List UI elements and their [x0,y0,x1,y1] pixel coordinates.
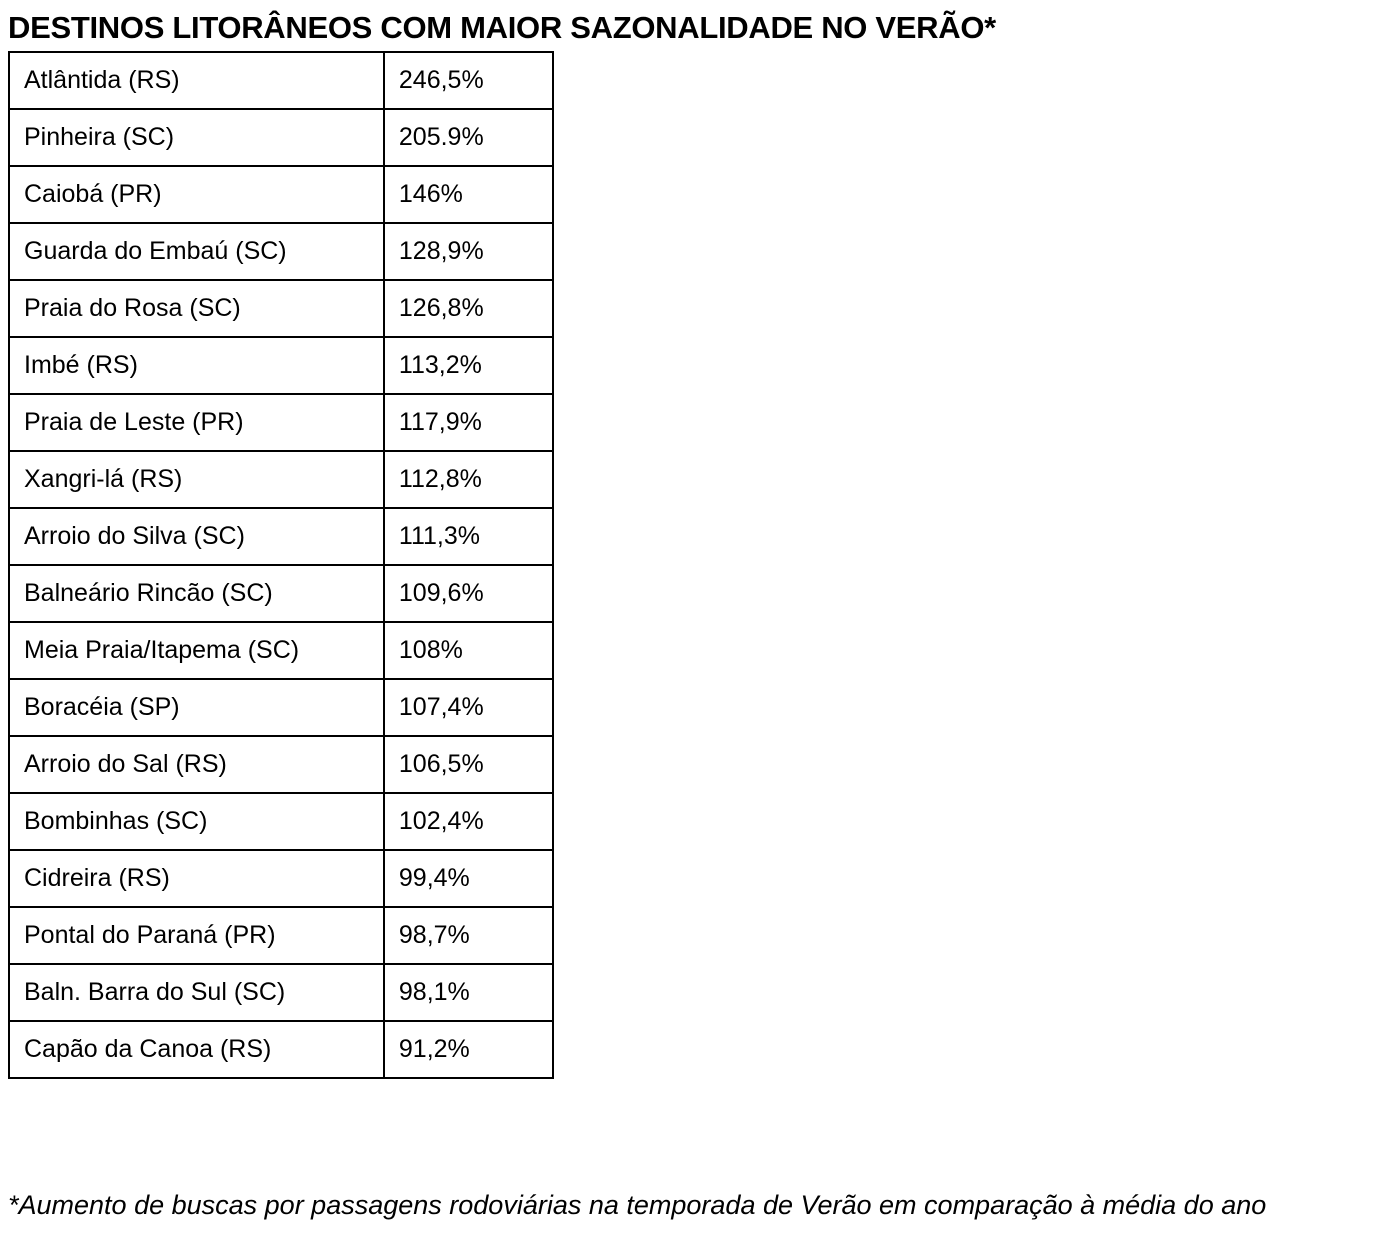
page-title: DESTINOS LITORÂNEOS COM MAIOR SAZONALIDADE NO VERÃO* [8,10,996,45]
increase-cell: 117,9% [384,394,553,451]
increase-cell: 98,1% [384,964,553,1021]
increase-cell: 108% [384,622,553,679]
destination-cell: Arroio do Sal (RS) [9,736,384,793]
destination-cell: Arroio do Silva (SC) [9,508,384,565]
footnote: *Aumento de buscas por passagens rodoviárias na temporada de Verão em comparação à média do ano [8,1190,1267,1220]
table-row [9,109,553,166]
increase-cell: 113,2% [384,337,553,394]
destination-cell: Pinheira (SC) [9,109,384,166]
destinations-table [8,51,554,1079]
table-row [9,1021,553,1078]
table-row [9,337,553,394]
table-row [9,850,553,907]
destination-cell: Cidreira (RS) [9,850,384,907]
destination-cell: Pontal do Paraná (PR) [9,907,384,964]
destination-cell: Balneário Rincão (SC) [9,565,384,622]
increase-cell: 112,8% [384,451,553,508]
table-row [9,793,553,850]
table-row [9,451,553,508]
table-row [9,565,553,622]
destination-cell: Praia de Leste (PR) [9,394,384,451]
table-row [9,964,553,1021]
increase-cell: 99,4% [384,850,553,907]
table-row [9,52,553,109]
destination-cell: Atlântida (RS) [9,52,384,109]
destination-cell: Meia Praia/Itapema (SC) [9,622,384,679]
table-row [9,223,553,280]
table-row [9,679,553,736]
increase-cell: 126,8% [384,280,553,337]
increase-cell: 246,5% [384,52,553,109]
destination-cell: Capão da Canoa (RS) [9,1021,384,1078]
table-row [9,280,553,337]
table-row [9,508,553,565]
destination-cell: Imbé (RS) [9,337,384,394]
increase-cell: 128,9% [384,223,553,280]
destination-cell: Praia do Rosa (SC) [9,280,384,337]
increase-cell: 146% [384,166,553,223]
destination-cell: Baln. Barra do Sul (SC) [9,964,384,1021]
increase-cell: 98,7% [384,907,553,964]
increase-cell: 107,4% [384,679,553,736]
increase-cell: 102,4% [384,793,553,850]
table-row [9,907,553,964]
table-row [9,736,553,793]
destination-cell: Boracéia (SP) [9,679,384,736]
destination-cell: Caiobá (PR) [9,166,384,223]
increase-cell: 109,6% [384,565,553,622]
destination-cell: Bombinhas (SC) [9,793,384,850]
increase-cell: 205.9% [384,109,553,166]
destination-cell: Xangri-lá (RS) [9,451,384,508]
table-row [9,394,553,451]
increase-cell: 111,3% [384,508,553,565]
destination-cell: Guarda do Embaú (SC) [9,223,384,280]
table-row [9,166,553,223]
increase-cell: 91,2% [384,1021,553,1078]
table-row [9,622,553,679]
increase-cell: 106,5% [384,736,553,793]
